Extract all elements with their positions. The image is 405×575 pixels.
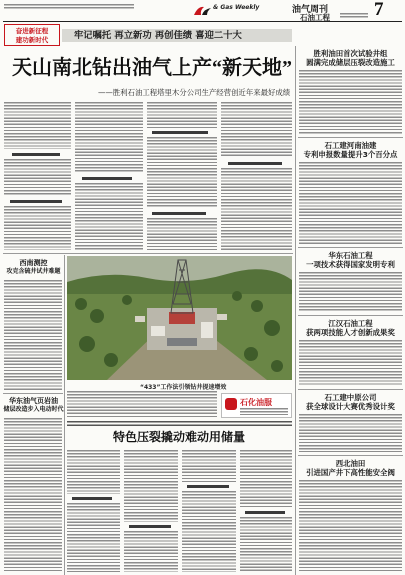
brief-title: [298, 251, 403, 269]
subheading-mark: [72, 497, 112, 500]
brief-divider: [298, 137, 403, 138]
body-text-block: [221, 102, 292, 158]
subheading-mark: [12, 153, 60, 156]
body-text-block: [182, 450, 236, 482]
body-text-block: [124, 450, 178, 522]
photo-equipment: [217, 314, 227, 320]
feature-title-line: 储层改造步入电动时代: [3, 405, 64, 413]
body-text-block: [147, 218, 217, 250]
brief-title-line: 获两项技能人才创新成果奖: [306, 328, 395, 337]
body-text-block: [299, 414, 402, 452]
brief-title: [298, 141, 403, 159]
brief-title-line: 江汉石油工程: [328, 319, 373, 328]
masthead-issue-info: [340, 13, 368, 18]
brief-title-line: 西北油田: [335, 459, 366, 468]
theme-banner: 牢记嘱托 再立新功 再创佳绩 喜迎二十大: [62, 29, 292, 42]
body-text-block: [147, 102, 217, 128]
photo-equipment: [201, 322, 213, 338]
brief-title-line: 圆满完成储层压裂改造施工: [306, 58, 395, 67]
body-text-block: [4, 206, 71, 250]
body-text-block: [299, 162, 402, 244]
body-text-block: [299, 70, 402, 134]
brief-title: [298, 393, 403, 411]
body-text-block: [67, 450, 120, 494]
body-text-block: [67, 503, 120, 572]
brief-title-line: 石工建河南油建: [324, 141, 377, 150]
column-divider: [64, 255, 65, 575]
body-text-block: [299, 340, 402, 386]
body-text-block: [299, 480, 402, 572]
brief-title-line: 引进国产井下高性能安全阀: [306, 468, 395, 477]
ad-text-block: [240, 408, 288, 415]
section-name: 石油工程: [300, 13, 330, 22]
brief-title: [298, 459, 403, 477]
masthead-dateline: [4, 4, 134, 10]
subheading-mark: [10, 200, 62, 203]
feature-title-line: 西南测控: [19, 259, 48, 267]
brief-title: [298, 319, 403, 337]
body-text-block: [299, 272, 402, 312]
subheading-mark: [228, 162, 282, 165]
brief-title: [298, 49, 403, 67]
brief-divider: [298, 315, 403, 316]
drilling-site-photo: [67, 256, 292, 380]
weekly-logo-text: & Gas Weekly: [213, 4, 260, 11]
brief-title-line: 华东石油工程: [328, 251, 373, 260]
photo-equipment: [167, 338, 197, 346]
subheading-mark: [187, 485, 229, 488]
ad-brand: 石化油服: [240, 398, 272, 407]
slogan-line: 奋进新征程: [15, 27, 49, 35]
deck-text: [67, 421, 292, 426]
brief-title-line: 获全球设计大赛优秀设计奖: [306, 402, 395, 411]
subheading-mark: [129, 525, 171, 528]
brief-title-line: 石工建中原公司: [324, 393, 377, 402]
photo-caption-text: [67, 391, 217, 417]
brief-title-line: 一项技术获得国家发明专利: [306, 260, 395, 269]
second-headline: 特色压裂撬动难动用储量: [112, 430, 245, 444]
lead-subtitle: ——胜利石油工程塔里木分公司生产经营创近年来最好成绩: [98, 88, 291, 97]
slogan-box: [4, 24, 60, 46]
subheading-mark: [152, 212, 206, 215]
feature-title: [3, 397, 64, 414]
masthead-rule: [3, 21, 402, 22]
brief-divider: [298, 247, 403, 248]
body-text-block: [182, 491, 236, 572]
body-text-block: [4, 418, 62, 572]
body-text-block: [240, 517, 292, 572]
brief-title-line: 专利申报数量提升3个百分点: [303, 150, 398, 159]
subheading-mark: [152, 131, 208, 134]
photo-equipment: [151, 326, 165, 336]
brief-title-line: 胜利油田首次试验井组: [313, 49, 388, 58]
lead-headline: 天山南北钻出油气上产“新天地”: [12, 57, 292, 79]
oil-drop-logo-icon: [192, 2, 212, 14]
body-text-block: [4, 102, 71, 149]
body-text-block: [75, 102, 143, 173]
slogan-line: 建功新时代: [15, 35, 49, 44]
body-text-block: [240, 450, 292, 508]
section-divider: [3, 253, 293, 254]
brief-divider: [298, 455, 403, 456]
body-text-block: [4, 280, 62, 390]
ad-box[interactable]: [221, 393, 292, 418]
feature-title-line: 攻克含硫井试井难题: [6, 267, 61, 275]
photo-equipment: [135, 316, 145, 322]
page-number: 7: [374, 0, 384, 20]
subheading-mark: [245, 511, 285, 514]
feature-title: [3, 259, 64, 276]
photo-caption: “433”工作法引领钻井提速增效: [140, 384, 227, 391]
body-text-block: [221, 168, 292, 250]
body-text-block: [75, 183, 143, 250]
column-divider: [295, 46, 296, 575]
subheading-mark: [82, 177, 132, 180]
feature-title-line: 华东油气页岩油: [9, 397, 58, 405]
body-text-block: [147, 137, 217, 208]
body-text-block: [124, 531, 178, 572]
brief-divider: [298, 389, 403, 390]
feature-divider: [3, 393, 63, 394]
sinopec-logo-icon: [225, 398, 237, 410]
photo-rig-floor: [169, 312, 195, 324]
section-label: 油气周刊: [292, 5, 329, 15]
body-text-block: [4, 159, 71, 196]
